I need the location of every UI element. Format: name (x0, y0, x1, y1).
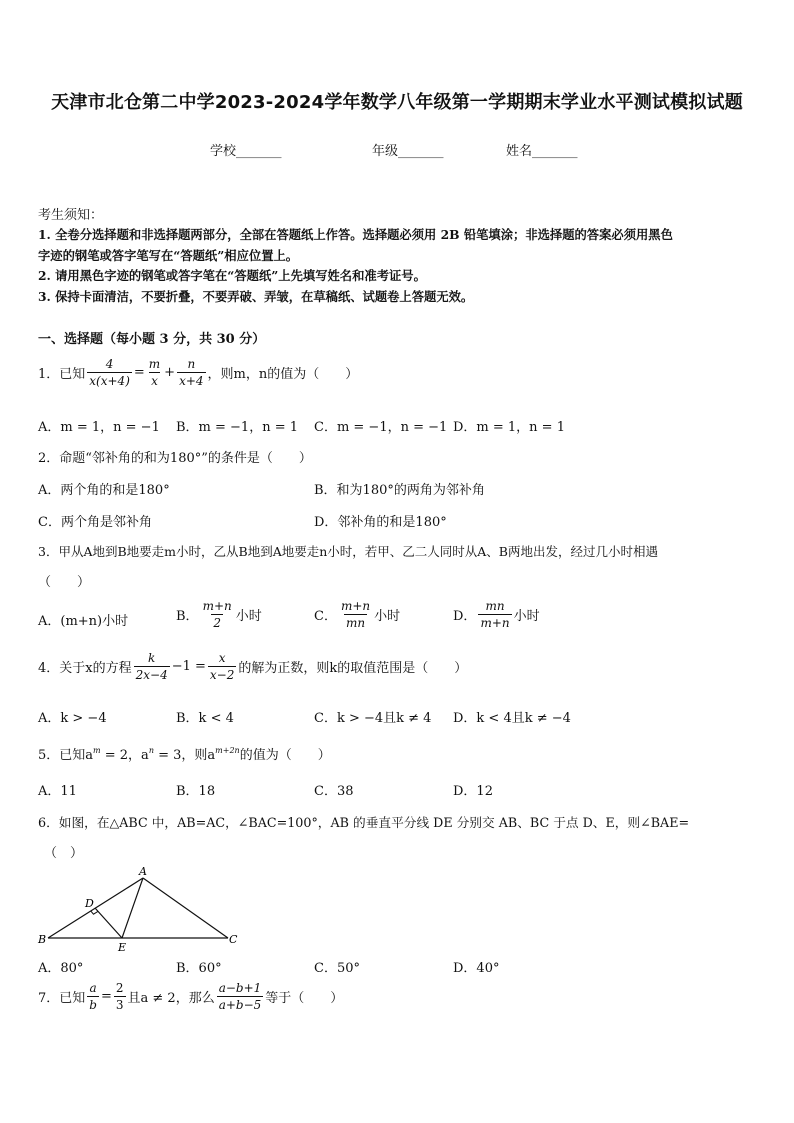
q7-fraction-2 (114, 980, 126, 1013)
notice-item-1-line-2: 字迹的钢笔或答字笔写在“答题纸”相应位置上。 (38, 248, 299, 263)
q3-d-den: m+n (480, 616, 510, 631)
q5-stem-a: 5．已知a (38, 748, 94, 763)
q1-option-a: A．m = 1，n = −1 (38, 420, 160, 435)
q2-option-c: C．两个角是邻补角 (38, 515, 152, 530)
q5-sup-2: n (148, 746, 154, 755)
label-a: A (139, 865, 147, 878)
q7-f2-num: 2 (115, 981, 124, 995)
q1-fraction-2 (147, 356, 162, 389)
question-2-stem: 2．命题“邻补角的和为180°”的条件是（ ） (38, 451, 312, 466)
q2-option-d: D．邻补角的和是180° (314, 515, 447, 530)
q3-option-d (453, 598, 540, 631)
grade-field: 年级_______ (372, 144, 444, 159)
right-angle-mark (91, 911, 98, 914)
q5-option-b: B．18 (176, 784, 216, 799)
q1-option-d: D．m = 1，n = 1 (453, 420, 565, 435)
label-c: C (229, 933, 238, 946)
q1-f1-num: 4 (105, 357, 114, 371)
q5-stem-d: 的值为（ ） (239, 748, 331, 763)
q3-b-den: 2 (213, 616, 221, 631)
q5-sup-1: m (93, 746, 101, 755)
q7-mid: 且a ≠ 2，那么 (127, 991, 215, 1007)
q1-f3-den: x+4 (179, 374, 204, 389)
q4-suffix: 的解为正数，则k的取值范围是（ ） (238, 661, 468, 677)
q3-c-prefix: C． (314, 609, 337, 625)
q1-f3-num: n (187, 357, 196, 371)
q1-eq: = (133, 365, 145, 381)
q3-c-num: m+n (340, 599, 371, 613)
question-5-stem (38, 744, 331, 763)
q3-option-c (314, 598, 400, 631)
q7-prefix: 7．已知 (38, 991, 86, 1007)
q4-f1-num: k (148, 651, 156, 665)
q5-option-d: D．12 (453, 784, 493, 799)
notice-item-3: 3. 保持卡面清洁，不要折叠，不要弄破、弄皱，在草稿纸、试题卷上答题无效。 (38, 289, 474, 304)
q1-option-b: B．m = −1，n = 1 (176, 420, 299, 435)
q1-f2-den: x (151, 374, 158, 389)
q7-f1-num: a (89, 981, 97, 995)
page-title: 天津市北仓第二中学2023-2024学年数学八年级第一学期期末学业水平测试模拟试题 (51, 92, 743, 113)
q4-f2-num: x (218, 651, 226, 665)
q1-prefix: 1．已知 (38, 367, 86, 383)
q3-d-fraction (478, 598, 511, 631)
q3-c-suffix: 小时 (374, 609, 401, 625)
q1-plus: + (164, 365, 176, 381)
q1-option-c: C．m = −1，n = −1 (314, 420, 448, 435)
q1-f1-den: x(x+4) (89, 374, 130, 389)
segment-ae (122, 878, 143, 938)
q3-c-fraction (339, 598, 372, 631)
q3-b-num: m+n (202, 599, 232, 613)
q3-option-a: A．(m+n)小时 (38, 614, 129, 629)
question-1-stem (38, 356, 358, 389)
name-field: 姓名_______ (506, 144, 578, 159)
q5-stem-b: = 2，a (100, 748, 149, 763)
q3-option-b (176, 598, 262, 631)
q5-stem-c: = 3，则a (153, 748, 216, 763)
q7-f3-den: a+b−5 (218, 998, 262, 1013)
q1-fraction-1 (87, 356, 132, 389)
q5-option-a: A．11 (38, 784, 77, 799)
q4-fraction-2 (208, 650, 236, 683)
q4-f1-den: 2x−4 (135, 668, 168, 683)
q1-f2-num: m (148, 357, 161, 371)
q6-option-a: A．80° (38, 961, 84, 976)
q2-option-a: A．两个角的和是180° (38, 483, 170, 498)
q3-d-prefix: D． (453, 609, 477, 625)
notice-heading: 考生须知： (38, 208, 104, 223)
label-e: E (118, 941, 127, 952)
question-3-stem-line-1: 3．甲从A地到B地要走m小时，乙从B地到A地要走n小时，若甲、乙二人同时从A、B两地出发，经过几小时相遇 (38, 544, 658, 559)
school-field: 学校_______ (210, 144, 282, 159)
q3-b-fraction (201, 598, 234, 631)
q7-f1-den: b (89, 998, 97, 1013)
section-heading: 一、选择题（每小题 3 分，共 30 分） (38, 332, 266, 347)
question-4-stem (38, 650, 467, 683)
q1-suffix: ，则m，n的值为（ ） (207, 367, 359, 383)
q6-option-b: B．60° (176, 961, 222, 976)
notice-item-1-line-1: 1. 全卷分选择题和非选择题两部分，全部在答题纸上作答。选择题必须用 2B 铅笔填涂；非选择题的答案必须用黑色 (38, 227, 673, 242)
q3-d-suffix: 小时 (513, 609, 540, 625)
q4-f2-den: x−2 (209, 668, 235, 683)
question-3-stem-line-2: （ ） (38, 575, 91, 590)
notice-item-2: 2. 请用黑色字迹的钢笔或答字笔在“答题纸”上先填写姓名和准考证号。 (38, 268, 426, 283)
q2-option-b: B．和为180°的两角为邻补角 (314, 483, 485, 498)
segment-ac (143, 878, 228, 938)
q7-f3-num: a−b+1 (218, 981, 262, 995)
q5-sup-3: m+2n (215, 746, 240, 755)
q1-fraction-3 (177, 356, 205, 389)
q6-option-c: C．50° (314, 961, 360, 976)
q7-f2-den: 3 (115, 998, 124, 1013)
q4-mid: −1 = (171, 659, 206, 675)
q4-option-b: B．k < 4 (176, 711, 234, 726)
q3-b-prefix: B． (176, 609, 199, 625)
q4-option-a: A．k > −4 (38, 711, 107, 726)
q4-option-d: D．k < 4且k ≠ −4 (453, 711, 571, 726)
q7-fraction-3 (217, 980, 264, 1013)
q6-option-d: D．40° (453, 961, 500, 976)
q7-suffix: 等于（ ） (265, 991, 344, 1007)
segment-de (95, 908, 122, 938)
label-d: D (85, 897, 94, 910)
q4-option-c: C．k > −4且k ≠ 4 (314, 711, 432, 726)
question-7-stem (38, 980, 343, 1013)
triangle-figure (30, 862, 250, 952)
q4-fraction-1 (134, 650, 170, 683)
q7-fraction-1 (87, 980, 99, 1013)
question-6-stem-line-2: （ ） (44, 846, 84, 861)
q7-eq: = (100, 989, 112, 1005)
question-6-stem-line-1: 6．如图，在△ABC 中，AB=AC，∠BAC=100°，AB 的垂直平分线 DE 分别交 AB、BC 于点 D、E，则∠BAE= (38, 815, 690, 830)
q5-option-c: C．38 (314, 784, 354, 799)
q3-b-suffix: 小时 (235, 609, 262, 625)
label-b: B (38, 933, 47, 946)
q3-c-den: mn (345, 616, 366, 631)
q4-prefix: 4．关于x的方程 (38, 661, 132, 677)
q3-d-num: mn (485, 599, 505, 613)
